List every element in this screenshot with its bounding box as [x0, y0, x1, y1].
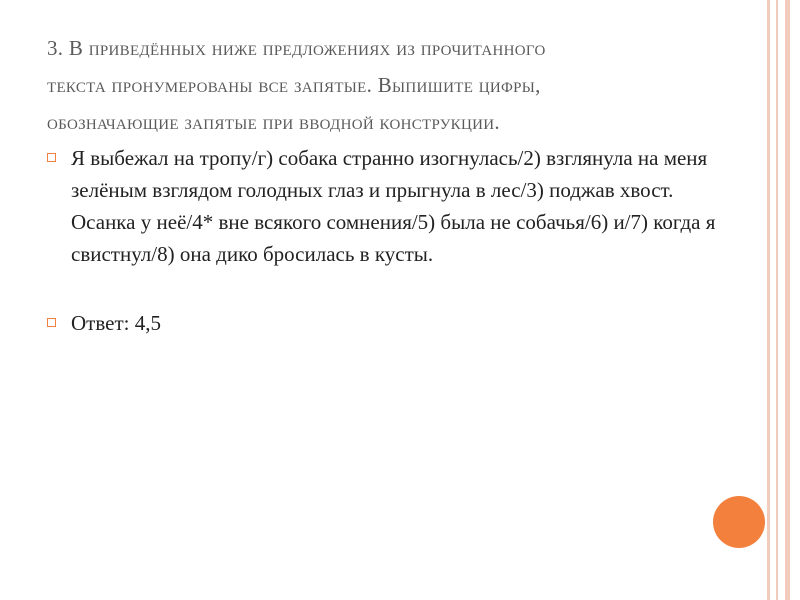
answer-text: Ответ: 4,5 — [71, 311, 161, 335]
title-line: текста пронумерованы все запятые. Выпишите цифры, — [47, 73, 541, 97]
title-line: обозначающие запятые при вводной конструкции. — [47, 110, 500, 134]
slide-content — [47, 142, 727, 339]
decorative-frame-line — [767, 0, 770, 600]
bullet-item-answer — [47, 307, 727, 339]
accent-circle — [713, 496, 765, 548]
title-line: 3. В приведённых ниже предложениях из прочитанного — [47, 36, 546, 60]
decorative-frame-line — [776, 0, 778, 600]
task-paragraph: Я выбежал на тропу/г) собака странно изогнулась/2) взглянула на меня зелёным взглядом голодных глаз и прыгнула в лес/3) поджав хвост. Осанка у неё/4* вне всякого сомнения/5) была не собачья/6) и/7) когда я свистнул/8) она дико бросилась в кусты. — [71, 146, 716, 266]
decorative-frame-line — [785, 0, 790, 600]
slide-title — [47, 30, 727, 141]
bullet-icon — [47, 153, 56, 162]
bullet-item-text — [47, 142, 727, 270]
bullet-icon — [47, 318, 56, 327]
